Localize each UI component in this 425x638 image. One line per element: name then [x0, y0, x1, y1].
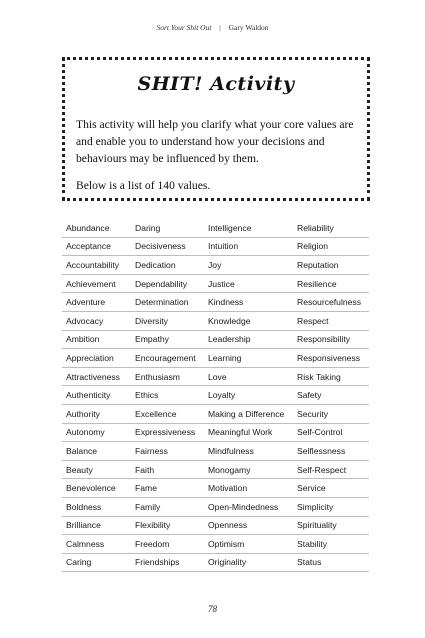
values-table: [62, 219, 369, 572]
value-cell: Originality: [204, 553, 293, 572]
value-cell: Monogamy: [204, 460, 293, 479]
value-cell: Love: [204, 367, 293, 386]
value-cell: Advocacy: [62, 311, 131, 330]
table-row: [62, 367, 369, 386]
value-cell: Brilliance: [62, 516, 131, 535]
value-cell: Authenticity: [62, 386, 131, 405]
table-row: [62, 553, 369, 572]
value-cell: Encouragement: [131, 349, 204, 368]
value-cell: Kindness: [204, 293, 293, 312]
table-row: [62, 311, 369, 330]
table-row: [62, 535, 369, 554]
value-cell: Joy: [204, 256, 293, 275]
value-cell: Empathy: [131, 330, 204, 349]
activity-text: [76, 116, 357, 194]
value-cell: Learning: [204, 349, 293, 368]
value-cell: Dedication: [131, 256, 204, 275]
running-header: [0, 23, 425, 32]
value-cell: Enthusiasm: [131, 367, 204, 386]
values-table-body: [62, 219, 369, 572]
value-cell: Making a Difference: [204, 404, 293, 423]
value-cell: Autonomy: [62, 423, 131, 442]
value-cell: Decisiveness: [131, 237, 204, 256]
value-cell: Fame: [131, 479, 204, 498]
value-cell: Excellence: [131, 404, 204, 423]
value-cell: Self-Respect: [293, 460, 369, 479]
value-cell: Stability: [293, 535, 369, 554]
value-cell: Spirituality: [293, 516, 369, 535]
value-cell: Abundance: [62, 219, 131, 237]
value-cell: Justice: [204, 274, 293, 293]
value-cell: Openness: [204, 516, 293, 535]
value-cell: Dependability: [131, 274, 204, 293]
value-cell: Ambition: [62, 330, 131, 349]
value-cell: Authority: [62, 404, 131, 423]
book-title: Sort Your Shit Out: [156, 23, 212, 32]
table-row: [62, 349, 369, 368]
value-cell: Attractiveness: [62, 367, 131, 386]
table-row: [62, 497, 369, 516]
table-row: [62, 274, 369, 293]
value-cell: Resourcefulness: [293, 293, 369, 312]
value-cell: Self-Control: [293, 423, 369, 442]
value-cell: Determination: [131, 293, 204, 312]
table-row: [62, 256, 369, 275]
value-cell: Adventure: [62, 293, 131, 312]
table-row: [62, 423, 369, 442]
table-row: [62, 516, 369, 535]
value-cell: Responsibility: [293, 330, 369, 349]
value-cell: Fairness: [131, 442, 204, 461]
value-cell: Motivation: [204, 479, 293, 498]
value-cell: Loyalty: [204, 386, 293, 405]
value-cell: Mindfulness: [204, 442, 293, 461]
value-cell: Reputation: [293, 256, 369, 275]
value-cell: Faith: [131, 460, 204, 479]
page-number: 78: [208, 604, 217, 614]
value-cell: Optimism: [204, 535, 293, 554]
value-cell: Acceptance: [62, 237, 131, 256]
value-cell: Ethics: [131, 386, 204, 405]
value-cell: Resilience: [293, 274, 369, 293]
table-row: [62, 442, 369, 461]
value-cell: Caring: [62, 553, 131, 572]
value-cell: Achievement: [62, 274, 131, 293]
value-cell: Flexibility: [131, 516, 204, 535]
table-row: [62, 460, 369, 479]
value-cell: Daring: [131, 219, 204, 237]
value-cell: Beauty: [62, 460, 131, 479]
value-cell: Reliability: [293, 219, 369, 237]
value-cell: Calmness: [62, 535, 131, 554]
value-cell: Respect: [293, 311, 369, 330]
value-cell: Boldness: [62, 497, 131, 516]
value-cell: Service: [293, 479, 369, 498]
value-cell: Selflessness: [293, 442, 369, 461]
value-cell: Benevolence: [62, 479, 131, 498]
value-cell: Friendships: [131, 553, 204, 572]
value-cell: Accountability: [62, 256, 131, 275]
activity-title: SHIT! Activity: [137, 73, 295, 95]
activity-intro: This activity will help you clarify what your core values are and enable you to understand how your decisions and behaviours may be influenced by them.: [76, 118, 354, 165]
value-cell: Knowledge: [204, 311, 293, 330]
table-row: [62, 237, 369, 256]
table-row: [62, 479, 369, 498]
value-cell: Responsiveness: [293, 349, 369, 368]
header-separator: |: [219, 23, 221, 32]
value-cell: Simplicity: [293, 497, 369, 516]
table-row: [62, 293, 369, 312]
author-name: Gary Waldon: [228, 23, 269, 32]
value-cell: Meaningful Work: [204, 423, 293, 442]
value-cell: Religion: [293, 237, 369, 256]
table-row: [62, 404, 369, 423]
value-cell: Safety: [293, 386, 369, 405]
activity-list-note: Below is a list of 140 values.: [76, 179, 211, 192]
value-cell: Intuition: [204, 237, 293, 256]
value-cell: Expressiveness: [131, 423, 204, 442]
value-cell: Family: [131, 497, 204, 516]
value-cell: Security: [293, 404, 369, 423]
activity-box: [62, 57, 370, 201]
table-row: [62, 386, 369, 405]
value-cell: Diversity: [131, 311, 204, 330]
value-cell: Freedom: [131, 535, 204, 554]
value-cell: Leadership: [204, 330, 293, 349]
table-row: [62, 330, 369, 349]
value-cell: Intelligence: [204, 219, 293, 237]
value-cell: Risk Taking: [293, 367, 369, 386]
value-cell: Balance: [62, 442, 131, 461]
value-cell: Status: [293, 553, 369, 572]
table-row: [62, 219, 369, 237]
value-cell: Appreciation: [62, 349, 131, 368]
value-cell: Open-Mindedness: [204, 497, 293, 516]
